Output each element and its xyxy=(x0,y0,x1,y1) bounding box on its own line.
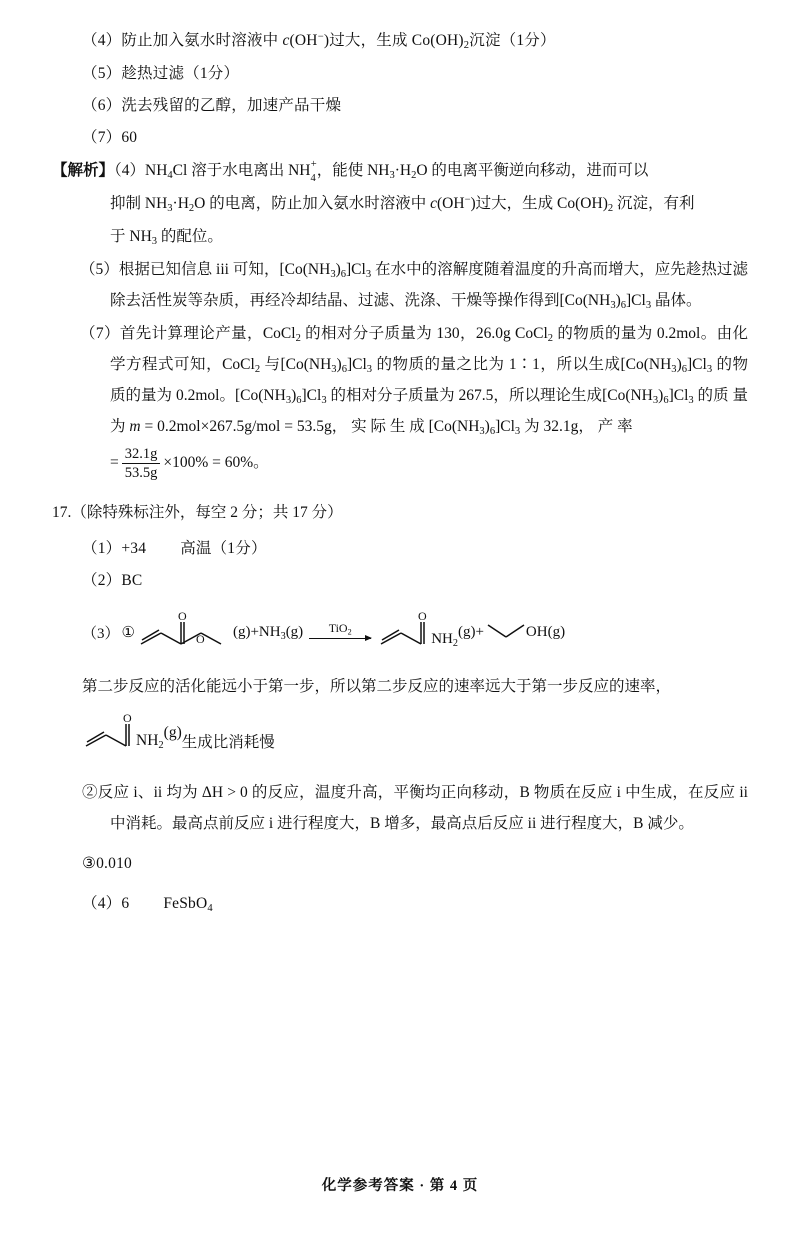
answer-4-label: （4） xyxy=(82,32,122,49)
question-17-head-text: （除特殊标注外，每空 2 分；共 17 分） xyxy=(71,503,343,521)
answer-5-label: （5） xyxy=(82,64,122,82)
q17-a3-oh-tail: OH(g) xyxy=(525,623,566,640)
answer-5-text: 趁热过滤（1分） xyxy=(121,64,240,82)
answer-4-text-part1: 防止加入氨水时溶液中 xyxy=(121,32,283,49)
analysis-4-nh4-sub: 4 xyxy=(310,173,316,185)
q17-a3-text4: 0.010 xyxy=(96,854,132,872)
q17-a3-circle: ① xyxy=(121,624,135,641)
answer-4-text-part3: 沉淀（1分） xyxy=(469,32,556,49)
answer-4-paren: ) xyxy=(323,32,330,49)
q17-a3-g1-tail: (g) xyxy=(285,623,304,640)
q17-a2-label: （2） xyxy=(82,571,122,589)
yield-fraction xyxy=(122,445,161,482)
q17-a4-formula: FeSbO xyxy=(163,895,208,913)
acrylamide-structure-icon xyxy=(377,606,433,659)
q17-a2-text: BC xyxy=(121,571,143,589)
question-17-number: 17. xyxy=(52,503,72,521)
q17-answer-2 xyxy=(52,566,748,596)
answer-7-text: 60 xyxy=(121,128,138,146)
q17-a3-label: （3） xyxy=(82,625,120,642)
q17-a3-nh2 xyxy=(431,631,458,649)
equals-sign: = xyxy=(110,454,119,472)
answer-4-text-part2: 过大，生成 Co(OH) xyxy=(329,32,464,49)
concentration-symbol: c xyxy=(282,32,290,49)
svg-text:O: O xyxy=(195,631,205,646)
fraction-numerator: 32.1g xyxy=(122,445,161,464)
catalyst-sub: 2 xyxy=(347,627,352,637)
q17-a3-text2-nh2-text: NH xyxy=(136,731,159,749)
analysis-7-paragraph: （7）首先计算理论产量，CoCl$_2$ 的相对分子质量为 130，26.0g CoCl$_2$ 的物质的量为 0.2mol。由化学方程式可知，CoCl$_2$ 与$[Co(NH_3)_6]Cl_3$ 的物质的量之比为 1∶1，所以生成$[Co(NH_3)_6]Cl_3$ 的物质的量为 0.2mol。$[Co(NH_3)_6]Cl_3$ 的相对分子质量为 267.5，所以理论生成$[Co(NH_3)_6]Cl_3$ 的质 量 为 m = 0.2mol×267.5g/mol = 53.5g， 实 际 生 成 $[Co(NH_3)_6]Cl_3$ 为 32.1g， 产 率 xyxy=(80,325,749,438)
answer-4-line xyxy=(52,26,748,57)
q17-a3-text3-span: 反应 i、ii 均为 ΔH > 0 的反应，温度升高，平衡均正向移动，B 物质在反应 i 中生成，在反应 ii 中消耗。最高点前反应 i 进行程度大，B 增多，最高点后反应 ii 进行程度大，B 减少。 xyxy=(97,783,748,832)
page-footer: 化学参考答案 · 第 4 页 xyxy=(321,1178,479,1194)
catalyst-label: TiO xyxy=(328,621,348,636)
q17-a3-text1 xyxy=(52,671,748,702)
analysis-4-sub: 4 xyxy=(167,170,173,182)
answer-6-text: 洗去残留的乙醇，加速产品干燥 xyxy=(121,96,342,114)
svg-text:O: O xyxy=(123,710,132,725)
svg-text:O: O xyxy=(177,608,187,623)
q17-answer-3-equation-row xyxy=(52,606,748,659)
q17-a3-text4-line xyxy=(52,849,748,879)
question-17-header xyxy=(52,497,748,528)
q17-a3-nh2-text: NH xyxy=(431,630,453,647)
q17-answer-4 xyxy=(52,889,748,920)
q17-a4-formula-sub: 4 xyxy=(207,903,213,915)
q17-a3-circle2: ② xyxy=(82,783,98,801)
q17-a4-text: 6 xyxy=(121,895,130,913)
analysis-4-line2: 抑制 $NH_3\cdot H_2O$ 的电离，防止加入氨水时溶液中 c(OH−)过大，生成 $Co(OH)_2$ 沉淀，有利 xyxy=(110,194,695,215)
q17-a1-text: +34 xyxy=(121,539,147,557)
answer-6-line xyxy=(52,91,748,121)
answer-4-oh: (OH xyxy=(289,32,318,49)
q17-a3-structure-line xyxy=(52,708,748,761)
ammonium-ion xyxy=(310,158,317,185)
fraction-denominator: 53.5g xyxy=(124,465,158,482)
analysis-tag: 【解析】 xyxy=(52,162,115,180)
q17-a3-mid-tail: (g)+ xyxy=(457,623,484,640)
q17-a4-label: （4） xyxy=(82,895,122,913)
q17-a3-text2-g: (g) xyxy=(163,724,182,742)
analysis-4-a: ，能使 NH xyxy=(316,162,390,180)
analysis-5-paragraph: （5）根据已知信息 iii 可知，$[Co(NH_3)_6]Cl_3$ 在水中的溶解度随着温度的升高而增大，应先趁热过滤除去活性炭等杂质，再经冷却结晶、过滤、洗涤、干燥等操作得到$[Co(NH_3)_6]Cl_3$ 晶体。 xyxy=(80,261,748,312)
analysis-4-head: （4）NH xyxy=(114,162,168,180)
q17-a3-text2-tail: 生成比消耗慢 xyxy=(181,734,275,752)
analysis-4-c: ·H xyxy=(394,162,412,180)
analysis-4-rest: Cl 溶于水电离出 NH xyxy=(172,162,311,180)
reaction-arrow-icon xyxy=(309,622,371,638)
answer-4-sub: 2 xyxy=(463,39,470,51)
q17-a3-text3 xyxy=(52,777,748,839)
answer-7-line xyxy=(52,123,748,153)
answer-5-line xyxy=(52,59,748,89)
fraction-tail: ×100% = 60%。 xyxy=(163,454,269,472)
q17-a3-nh2-sub: 2 xyxy=(452,637,458,649)
analysis-4-line3: 于 $NH_3$ 的配位。 xyxy=(110,228,223,248)
q17-a3-text2-nh2-sub: 2 xyxy=(158,739,164,751)
acrylamide-structure-icon-2 xyxy=(82,708,138,761)
q17-a3-circle3: ③ xyxy=(82,854,97,872)
q17-a1-label: （1） xyxy=(82,539,122,557)
answer-4-minus: − xyxy=(317,31,324,43)
q17-a3-text1-span: 第二步反应的活化能远小于第一步，所以第二步反应的速率远大于第一步反应的速率， xyxy=(82,677,672,695)
analysis-4-b: 3 xyxy=(389,170,395,182)
analysis-4-nh4-plus: + xyxy=(310,158,317,170)
q17-answer-1 xyxy=(52,534,748,564)
q17-a3-g1 xyxy=(233,624,303,642)
acrylic-ester-structure-icon xyxy=(137,606,233,659)
analysis-4-line1 xyxy=(52,155,748,186)
answer-6-label: （6） xyxy=(82,96,122,114)
ethanol-structure-icon xyxy=(484,613,530,652)
q17-a3-text2-nh2 xyxy=(136,732,164,751)
q17-a3-g1-text: (g)+NH xyxy=(232,623,281,640)
q17-a1-text2: 高温（1分） xyxy=(180,539,267,557)
svg-text:O: O xyxy=(418,608,427,623)
analysis-4-d: 2 xyxy=(411,170,417,182)
yield-fraction-line xyxy=(52,444,748,482)
q17-a3-g1-sub: 3 xyxy=(280,630,286,642)
analysis-4-e: O 的电离平衡逆向移动，进而可以 xyxy=(416,162,649,180)
answer-7-label: （7） xyxy=(82,128,122,146)
